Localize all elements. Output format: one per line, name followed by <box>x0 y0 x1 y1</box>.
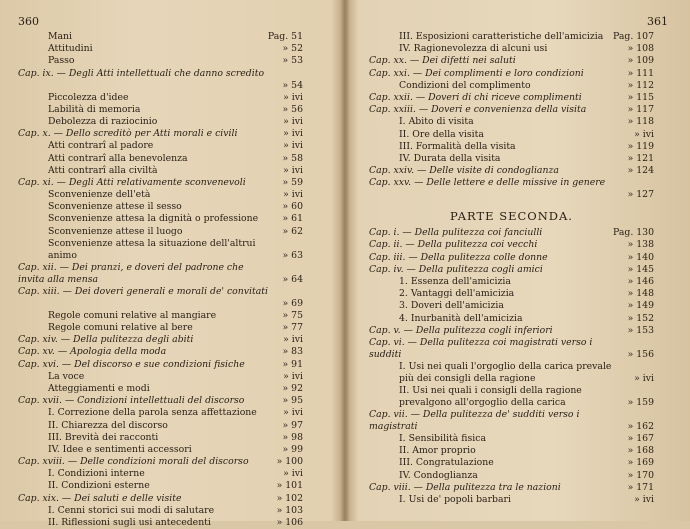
index-entry: 3. Doveri dell'amicizia » 149 <box>399 300 654 312</box>
index-entry: Sconvenienze attesa la situazione dell'altrui animo » 63 <box>48 237 303 262</box>
index-entry: Sconvenienze attesa la dignità o professione » 61 <box>48 213 303 225</box>
index-entry: Debolezza di raziocinio » ivi <box>48 115 303 127</box>
index-entry: III. Formalità della visita » 119 <box>399 140 654 152</box>
index-chapter: Cap. xii. — Dei pranzi, e doveri del padrone che invita alla mensa » 64 <box>18 261 303 286</box>
index-list-right <box>369 31 654 506</box>
index-chapter: Cap. iii. — Della pulitezza colle donne » 140 <box>369 251 654 263</box>
index-entry: 4. Inurbanità dell'amicizia » 152 <box>399 312 654 324</box>
index-entry: Atti contrarî alla civiltà » ivi <box>48 164 303 176</box>
index-chapter: Cap. xxiv. — Delle visite di condoglianza » 124 <box>369 165 654 177</box>
index-chapter: Cap. xiii. — Dei doveri generali e morali de' convitati » 69 <box>18 285 303 309</box>
index-chapter: Cap. xiv. — Della pulitezza degli abiti » ivi <box>18 334 303 346</box>
index-entry: II. Riflessioni sugli usi antecedenti » 106 <box>48 517 303 528</box>
index-entry: Mani Pag. 51 <box>48 31 303 42</box>
index-chapter: Cap. xvii. — Condizioni intellettuali del discorso » 95 <box>18 395 303 407</box>
index-chapter: Cap. xviii. — Delle condizioni morali del discorso » 100 <box>18 456 303 468</box>
index-entry: II. Ore della visita » ivi <box>399 128 654 140</box>
index-entry: Atti contrarî alla benevolenza » 58 <box>48 152 303 164</box>
index-entry: Regole comuni relative al bere » 77 <box>48 322 303 333</box>
index-entry: III. Congratulazione » 169 <box>399 457 654 469</box>
index-chapter: Cap. ix. — Degli Atti intellettuali che danno scredito » 54 <box>18 67 303 91</box>
index-entry: III. Esposizioni caratteristiche dell'amicizia Pag. 107 <box>399 31 654 42</box>
index-entry: Atteggiamenti e modi » 92 <box>48 382 303 394</box>
index-entry: IV. Idee e sentimenti accessori » 99 <box>48 443 303 455</box>
index-entry: Atti contrarî al padore » ivi <box>48 140 303 152</box>
index-entry: Condizioni del complimento » 112 <box>399 79 654 91</box>
index-entry: I. Usi nei quali l'orgoglio della carica prevale più dei consigli della ragione » ivi <box>399 360 654 385</box>
index-entry: La voce » ivi <box>48 370 303 382</box>
left-page <box>0 0 343 528</box>
index-chapter: Cap. xxii. — Doveri di chi riceve complimenti » 115 <box>369 91 654 103</box>
index-chapter: Cap. xi. — Degli Atti relativamente sconvenevoli » 59 <box>18 176 303 188</box>
index-chapter: Cap. x. — Dello screditò per Atti morali e civili » ivi <box>18 128 303 140</box>
index-entry: II. Usi nei quali i consigli della ragione prevalgono all'orgoglio della carica » 159 <box>399 384 654 409</box>
index-chapter: Cap. iv. — Della pulitezza cogli amici » 145 <box>369 263 654 275</box>
index-entry: 2. Vantaggi dell'amicizia » 148 <box>399 288 654 300</box>
index-chapter: Cap. xvi. — Del discorso e sue condizioni fisiche » 91 <box>18 358 303 370</box>
index-chapter: Cap. xx. — Dei difetti nei saluti » 109 <box>369 55 654 67</box>
index-entry: II. Chiarezza del discorso » 97 <box>48 419 303 431</box>
index-entry: IV. Durata della visita » 121 <box>399 152 654 164</box>
index-entry: Sconvenienze attese il luogo » 62 <box>48 225 303 237</box>
right-page <box>347 0 690 521</box>
index-chapter: Cap. xxiii. — Doveri e convenienza della visita » 117 <box>369 104 654 116</box>
index-entry: Labilità di memoria » 56 <box>48 103 303 115</box>
index-entry: I. Condizioni interne » ivi <box>48 468 303 480</box>
page-number: 361 <box>647 15 668 28</box>
index-entry: Sconvenienze attese il sesso » 60 <box>48 201 303 213</box>
index-entry: IV. Condoglianza » 170 <box>399 469 654 481</box>
index-chapter: Cap. i. — Della pulitezza coi fanciulli Pag. 130 <box>369 227 654 239</box>
page-number: 360 <box>18 15 39 28</box>
index-entry: I. Abito di visita » 118 <box>399 116 654 128</box>
index-entry: IV. Ragionevolezza di alcuni usi » 108 <box>399 43 654 55</box>
index-entry: I. Cenni storici sui modi di salutare » 103 <box>48 504 303 516</box>
index-chapter: Cap. v. — Della pulitezza cogli inferiori » 153 <box>369 324 654 336</box>
index-entry: I. Correzione della parola senza affettazione » ivi <box>48 407 303 419</box>
index-entry: III. Brevità dei racconti » 98 <box>48 431 303 443</box>
index-entry: I. Sensibilità fisica » 167 <box>399 432 654 444</box>
index-chapter: Cap. vi. — Della pulitezza coi magistrati verso i sudditi » 156 <box>369 336 654 361</box>
index-entry: I. Usi de' popoli barbari » ivi <box>399 493 654 505</box>
index-chapter: Cap. viii. — Della pulitezza tra le nazioni » 171 <box>369 481 654 493</box>
section-heading: PARTE SECONDA. <box>450 209 573 224</box>
index-chapter: Cap. xv. — Apologia della moda » 83 <box>18 346 303 358</box>
index-chapter: Cap. ii. — Della pulitezza coi vecchi » 138 <box>369 239 654 251</box>
index-entry: Attitudini » 52 <box>48 43 303 55</box>
index-entry: II. Condizioni esterne » 101 <box>48 480 303 492</box>
index-list-left <box>18 31 303 529</box>
index-entry: II. Amor proprio » 168 <box>399 445 654 457</box>
index-entry: 1. Essenza dell'amicizia » 146 <box>399 276 654 287</box>
index-chapter: Cap. xix. — Dei saluti e delle visite » 102 <box>18 492 303 504</box>
index-entry: Piccolezza d'idee » ivi <box>48 91 303 103</box>
index-entry: Passo » 53 <box>48 55 303 67</box>
index-chapter: Cap. xxv. — Delle lettere e delle missive in genere » 127 <box>369 177 654 201</box>
index-entry: Regole comuni relative al mangiare » 75 <box>48 309 303 321</box>
index-entry: Sconvenienze dell'età » ivi <box>48 189 303 201</box>
index-chapter: Cap. xxi. — Dei complimenti e loro condizioni » 111 <box>369 67 654 79</box>
index-chapter: Cap. vii. — Della pulitezza de' sudditi verso i magistrati » 162 <box>369 408 654 433</box>
